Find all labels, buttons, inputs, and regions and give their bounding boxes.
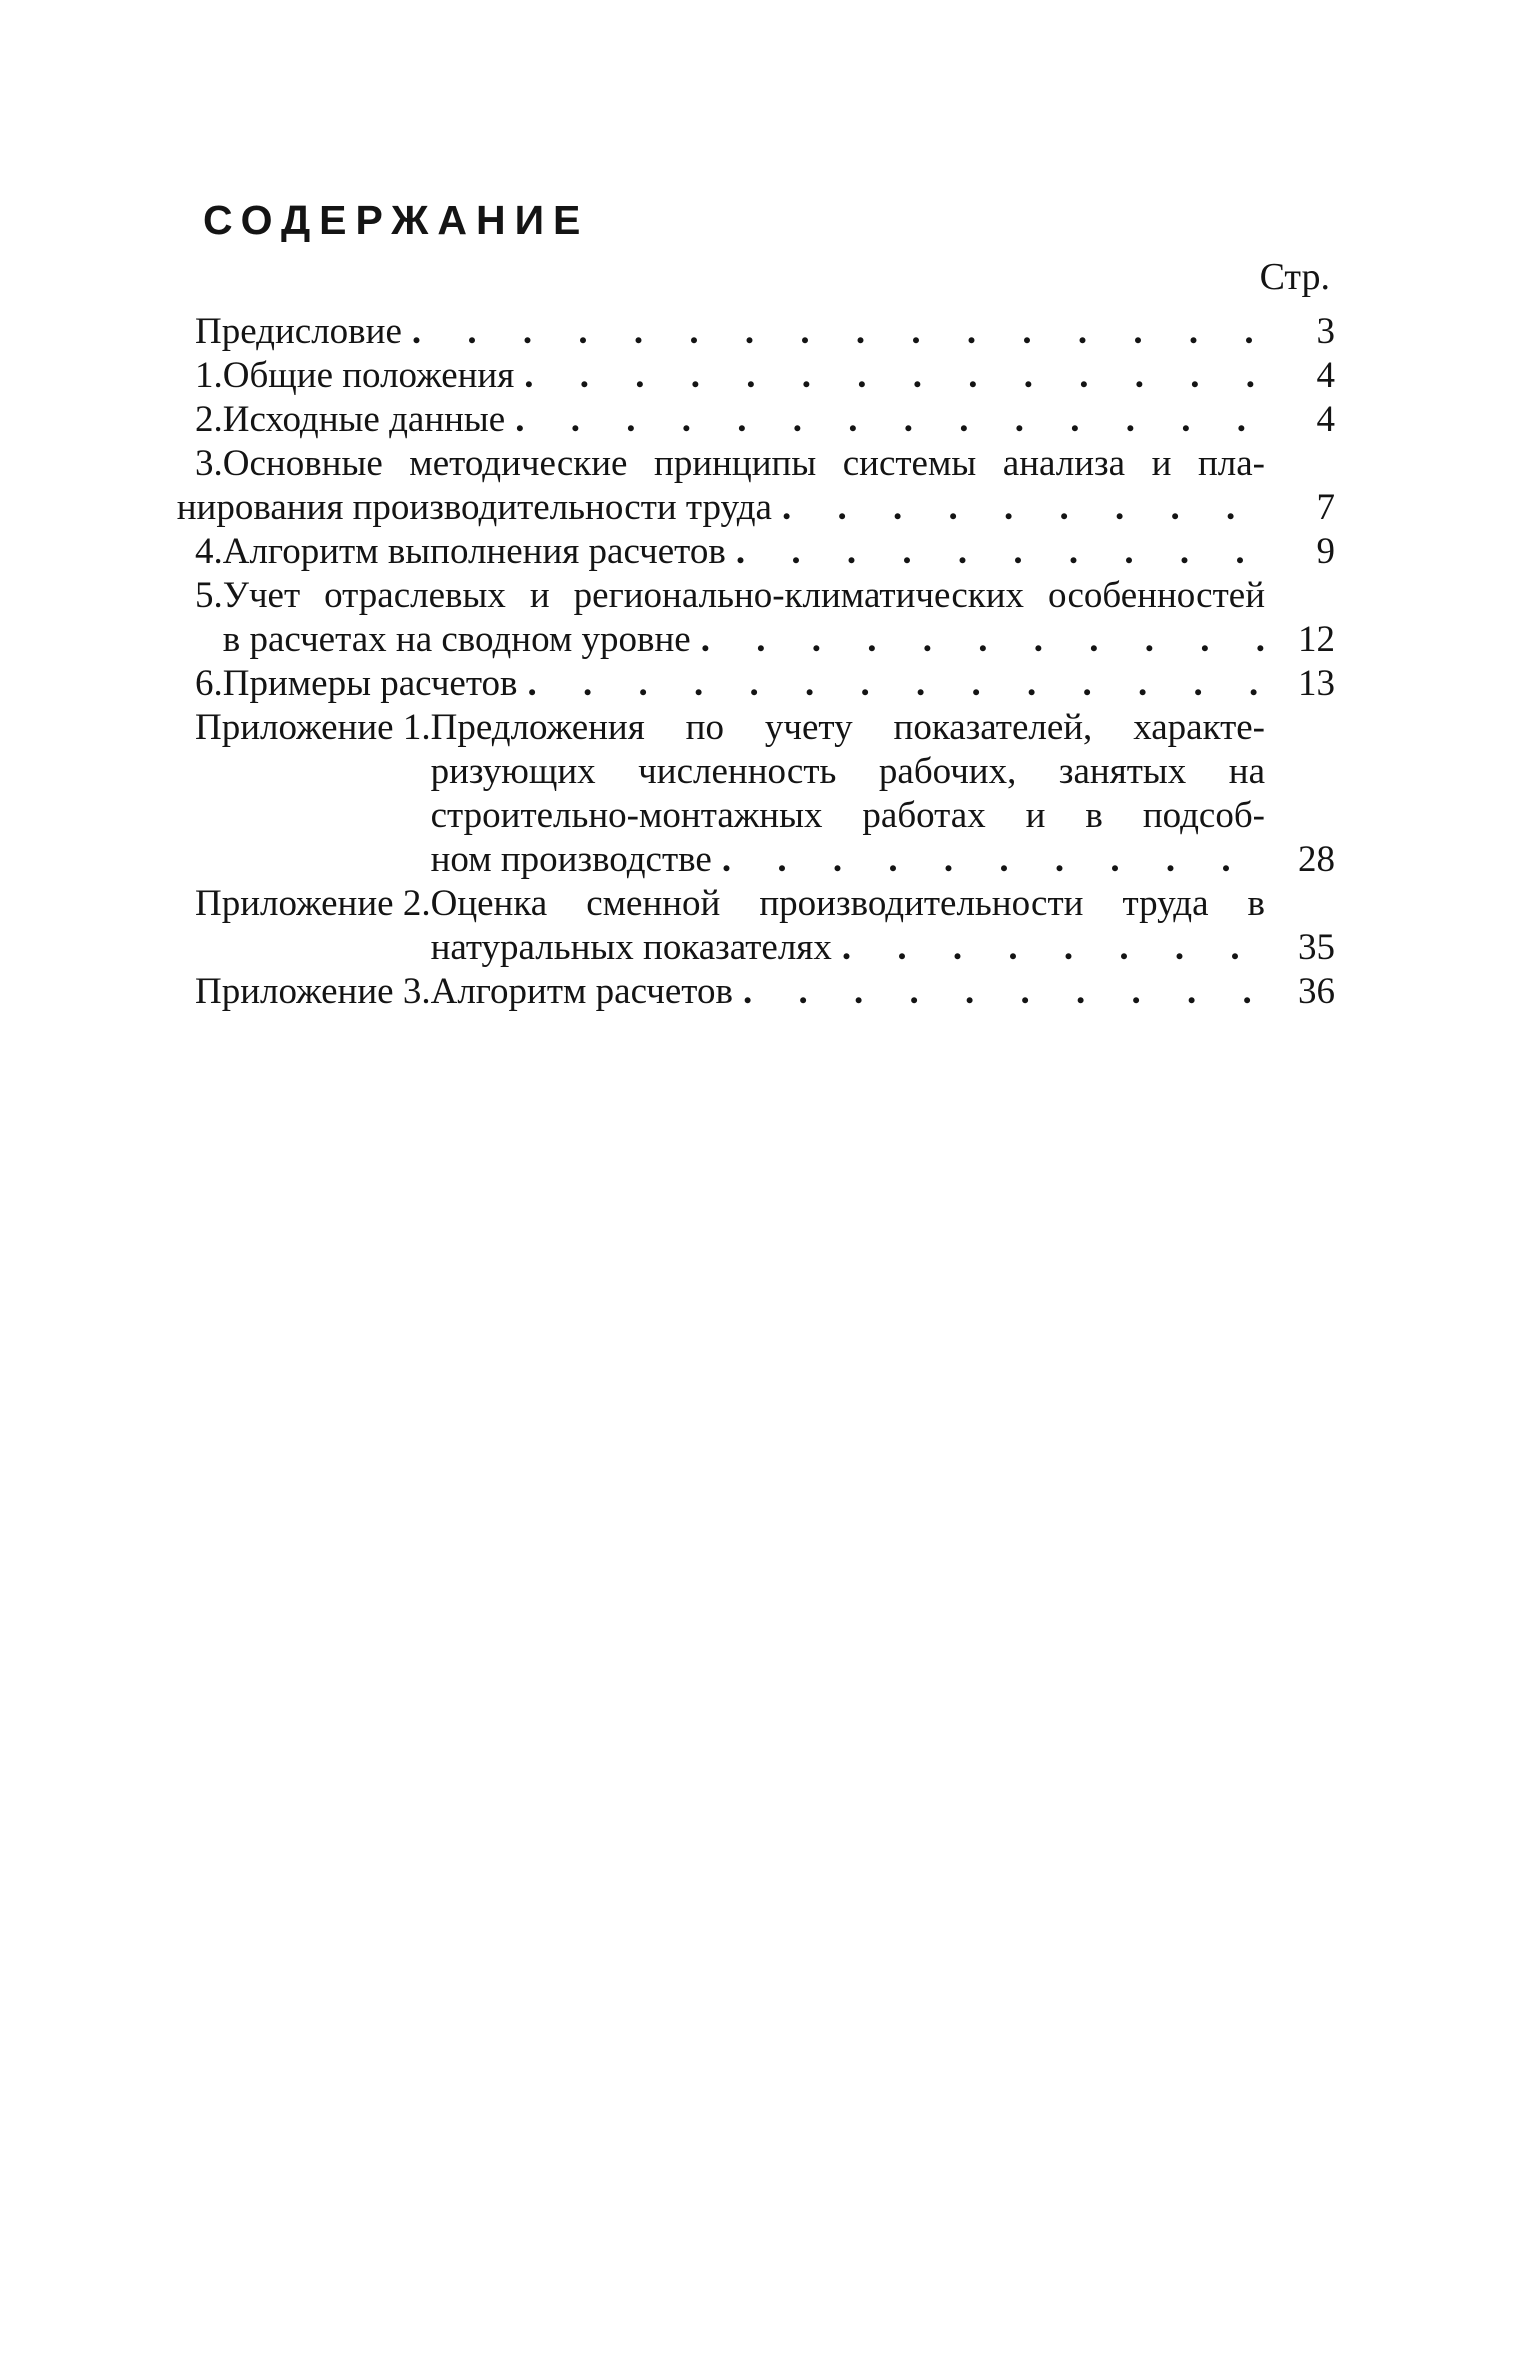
toc-appendix-1[interactable] (195, 706, 1335, 882)
toc-entry-title: Алгоритм расчетов (430, 971, 733, 1012)
toc-entry-title: Основные методические принципы системы анализа и пла- (222, 443, 1265, 484)
toc-entry-title: Примеры расчетов (222, 663, 518, 704)
toc-entry-6[interactable] (195, 662, 1335, 706)
toc-appendix-label: Приложение 2. (195, 883, 431, 924)
toc-page-number: 3 (1316, 311, 1335, 352)
table-of-contents (176, 310, 1335, 1014)
toc-entry-4[interactable] (195, 530, 1335, 574)
toc-entry-title-cont: строительно-монтажных работах и в подсоб- (430, 795, 1265, 836)
toc-page-number: 4 (1316, 355, 1335, 396)
toc-entry-2[interactable] (195, 398, 1335, 442)
toc-appendix-3[interactable] (195, 970, 1335, 1014)
dot-leader (691, 618, 1265, 662)
toc-appendix-2[interactable] (195, 882, 1335, 970)
toc-entry-title-cont: нирования производительности труда (176, 487, 772, 528)
toc-appendix-label: Приложение 3. (195, 971, 431, 1012)
toc-entry-number: 1. (195, 355, 223, 396)
toc-page-number: 7 (1316, 487, 1335, 528)
toc-entry-title-cont: в расчетах на сводном уровне (222, 619, 691, 660)
page-column-header: Стр. (1259, 256, 1330, 298)
toc-entry-number: 4. (195, 531, 223, 572)
dot-leader (733, 970, 1265, 1014)
toc-page-number: 36 (1298, 971, 1335, 1012)
dot-leader (726, 530, 1265, 574)
dot-leader (518, 662, 1265, 706)
toc-page-number: 12 (1298, 619, 1335, 660)
toc-page-number: 9 (1316, 531, 1335, 572)
toc-entry-3[interactable] (176, 442, 1335, 530)
toc-entry-title-cont: ризующих численность рабочих, занятых на (430, 751, 1265, 792)
toc-entry-number: 5. (195, 575, 223, 616)
toc-entry-title-cont: ном производстве (430, 839, 712, 880)
toc-page-number: 28 (1298, 839, 1335, 880)
dot-leader (402, 310, 1265, 354)
dot-leader (514, 354, 1265, 398)
toc-entry-title: Предложения по учету показателей, характе- (430, 707, 1265, 748)
dot-leader (832, 926, 1265, 970)
toc-page-number: 13 (1298, 663, 1335, 704)
toc-page-number: 4 (1316, 399, 1335, 440)
toc-entry-number: 3. (195, 443, 223, 484)
dot-leader (712, 838, 1265, 882)
toc-appendix-label: Приложение 1. (195, 707, 431, 748)
dot-leader (772, 486, 1265, 530)
toc-entry-title: Алгоритм выполнения расчетов (222, 531, 726, 572)
toc-entry-title: Общие положения (222, 355, 515, 396)
toc-entry-title: Исходные данные (222, 399, 506, 440)
toc-entry-title: Предисловие (195, 311, 402, 352)
toc-entry-preface[interactable] (195, 310, 1335, 354)
page-title: СОДЕРЖАНИЕ (203, 197, 590, 243)
toc-entry-number: 2. (195, 399, 223, 440)
toc-entry-number: 6. (195, 663, 223, 704)
toc-entry-5[interactable] (195, 574, 1335, 662)
toc-page-number: 35 (1298, 927, 1335, 968)
toc-entry-title: Оценка сменной производительности труда в (430, 883, 1265, 924)
toc-entry-title-cont: натуральных показателях (430, 927, 832, 968)
toc-entry-1[interactable] (195, 354, 1335, 398)
toc-entry-title: Учет отраслевых и регионально-климатических особенностей (222, 575, 1265, 616)
dot-leader (505, 398, 1265, 442)
